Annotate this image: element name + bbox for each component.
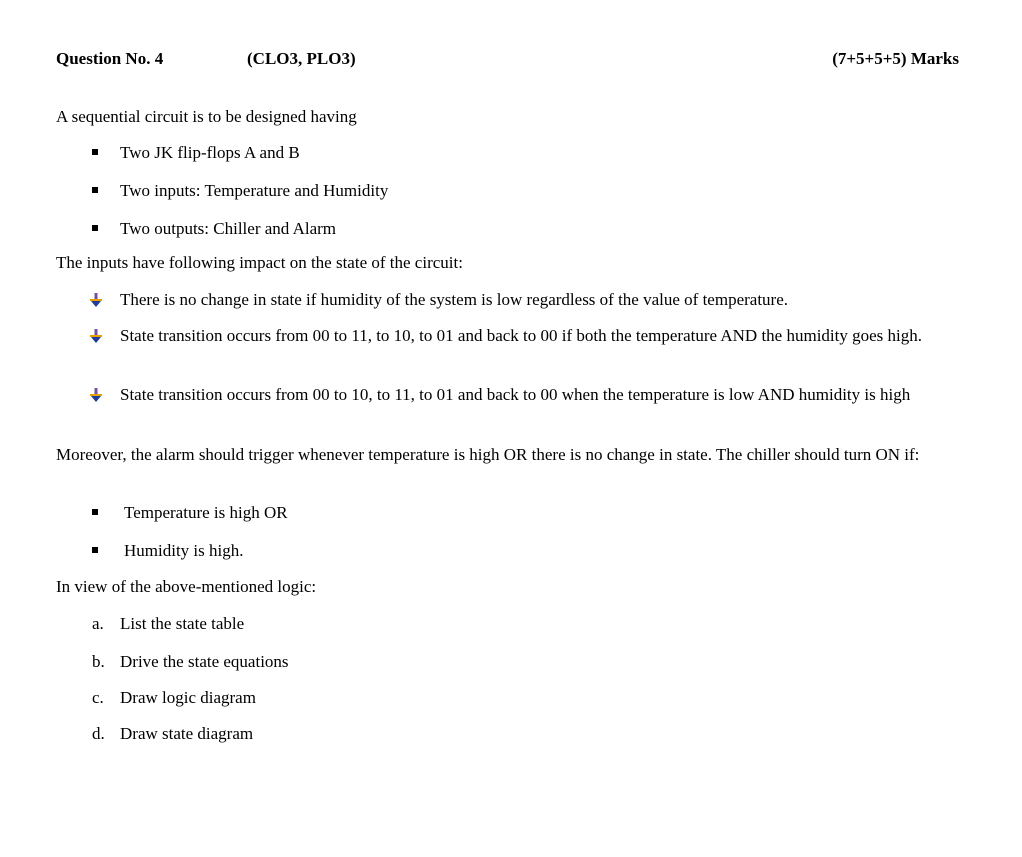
rule-text: State transition occurs from 00 to 10, to 11, to 01 and back to 00 when the temperature is low AND humidity is high: [120, 385, 911, 404]
task-letter: c.: [92, 688, 104, 707]
rule-text: State transition occurs from 00 to 11, to 10, to 01 and back to 00 if both the temperature AND the humidity goes high.: [120, 326, 923, 345]
chiller-condition-text: Temperature is high OR: [124, 503, 288, 522]
task-text: List the state table: [120, 614, 245, 633]
intro-text: A sequential circuit is to be designed having: [56, 107, 357, 126]
chiller-condition-text: Humidity is high.: [124, 541, 244, 560]
square-bullet-icon: [92, 509, 98, 515]
spec-text: Two outputs: Chiller and Alarm: [120, 219, 337, 238]
view-intro-text: In view of the above-mentioned logic:: [56, 577, 317, 596]
marks-breakdown: (7+5+5+5) Marks: [832, 49, 959, 68]
task-letter: a.: [92, 614, 104, 633]
square-bullet-icon: [92, 149, 98, 155]
arrow-down-bullet-icon: [88, 387, 104, 403]
square-bullet-icon: [92, 225, 98, 231]
question-header: [56, 49, 959, 73]
arrow-down-bullet-icon: [88, 328, 104, 344]
question-number: Question No. 4: [56, 49, 164, 68]
task-letter: d.: [92, 724, 105, 743]
square-bullet-icon: [92, 547, 98, 553]
spec-text: Two JK flip-flops A and B: [120, 143, 300, 162]
moreover-text: Moreover, the alarm should trigger whenever temperature is high OR there is no change in state. The chiller should turn ON if:: [56, 445, 920, 464]
task-text: Draw state diagram: [120, 724, 254, 743]
task-letter: b.: [92, 652, 105, 671]
square-bullet-icon: [92, 187, 98, 193]
clo-plo-tag: (CLO3, PLO3): [247, 49, 356, 68]
task-text: Drive the state equations: [120, 652, 289, 671]
rule-text: There is no change in state if humidity of the system is low regardless of the value of temperature.: [120, 290, 788, 309]
task-text: Draw logic diagram: [120, 688, 256, 707]
arrow-down-bullet-icon: [88, 292, 104, 308]
impact-intro-text: The inputs have following impact on the state of the circuit:: [56, 253, 463, 272]
spec-text: Two inputs: Temperature and Humidity: [120, 181, 389, 200]
